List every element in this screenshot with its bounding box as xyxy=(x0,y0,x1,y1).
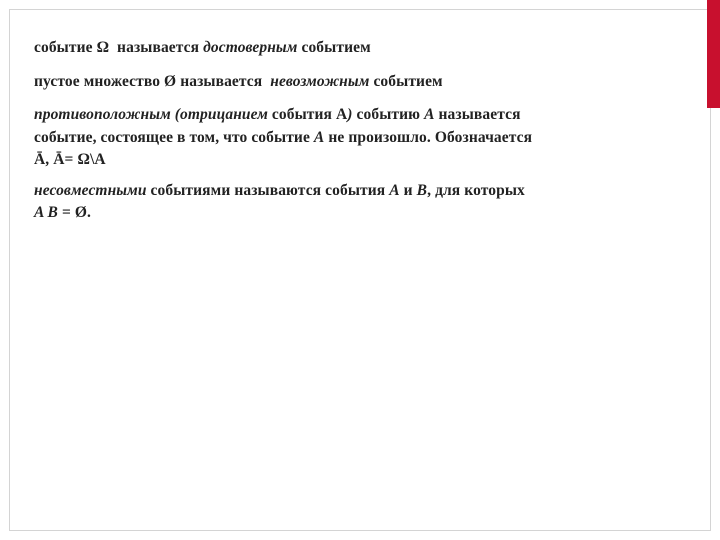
definition-incompatible-events xyxy=(34,180,686,225)
definition-certain-event xyxy=(34,37,686,60)
text: пустое множество xyxy=(34,72,165,90)
definition-impossible-event xyxy=(34,71,686,94)
definition-opposite-event xyxy=(34,104,686,172)
event-a: A xyxy=(389,181,400,199)
term-impossible: невозможным xyxy=(270,72,370,90)
text: и xyxy=(399,181,417,199)
line xyxy=(34,71,686,94)
term-certain: достоверным xyxy=(203,39,298,56)
text: событие xyxy=(34,39,97,56)
text: событием xyxy=(297,39,371,56)
text: называется xyxy=(434,106,521,123)
term-opposite: противоположным (отрицанием xyxy=(34,106,268,123)
event-a: А xyxy=(336,106,348,123)
accent-bar xyxy=(707,0,720,108)
event-a: A xyxy=(424,106,435,123)
line xyxy=(34,149,686,172)
text: не произошло. Обозначается xyxy=(324,128,533,146)
complement-notation: Ā, Ā= Ω\А xyxy=(34,151,106,168)
line xyxy=(34,180,686,203)
text: события xyxy=(267,106,336,123)
text: , для которых xyxy=(427,181,525,199)
empty-set-symbol: Ø xyxy=(164,72,177,90)
text: называется xyxy=(109,39,204,56)
omega-symbol: Ω xyxy=(96,39,110,56)
slide-content xyxy=(34,37,686,225)
event-a: A xyxy=(313,128,325,146)
line xyxy=(34,127,686,150)
line xyxy=(34,202,686,225)
text: событием xyxy=(369,72,443,90)
text: называется xyxy=(176,72,271,90)
text: событиями называются события xyxy=(146,181,390,199)
text: ) xyxy=(347,106,353,123)
intersection-ab: A B xyxy=(34,204,58,221)
event-b: B xyxy=(416,181,428,199)
line xyxy=(34,37,686,60)
term-incompatible: несовместными xyxy=(34,181,147,199)
line xyxy=(34,104,686,127)
text: событие, состоящее в том, что событие xyxy=(34,128,314,146)
text: = Ø. xyxy=(58,204,92,221)
text: событию xyxy=(352,106,425,123)
